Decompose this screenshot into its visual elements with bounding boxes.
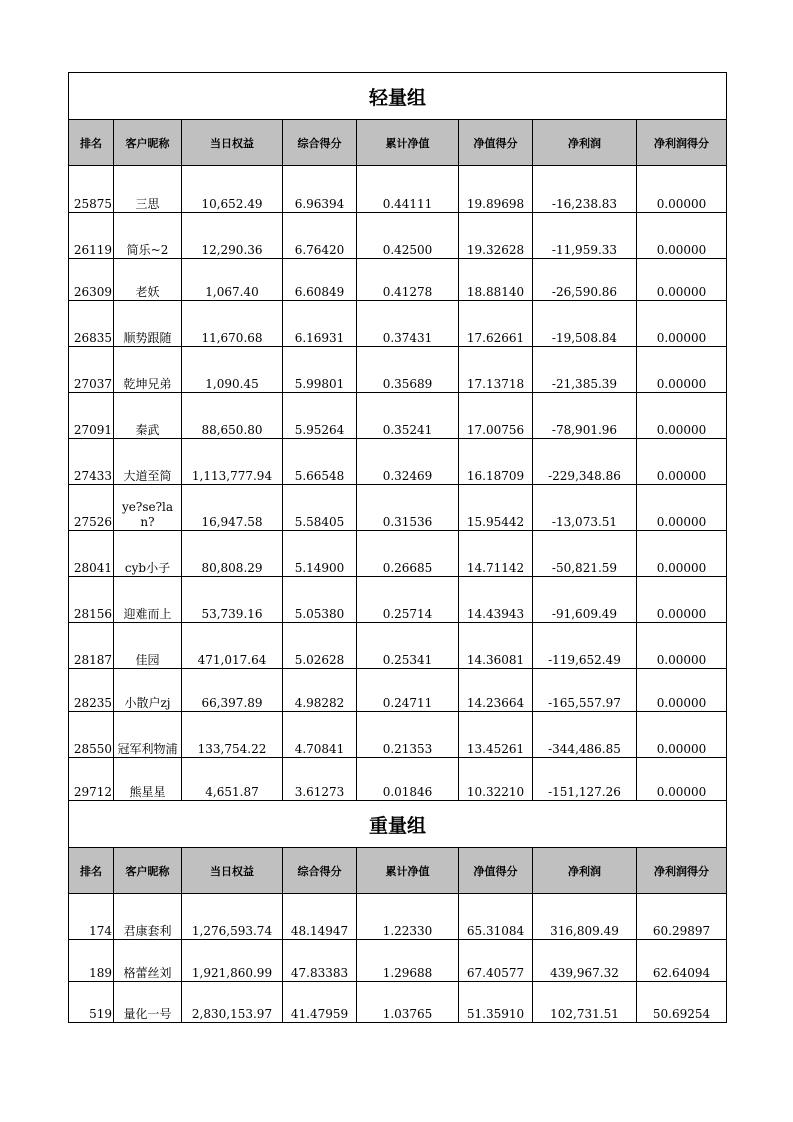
cell-nickname: cyb小子 bbox=[114, 531, 182, 577]
header-net-profit: 净利润 bbox=[533, 120, 637, 166]
cell-equity: 471,017.64 bbox=[182, 623, 283, 669]
cell-equity: 10,652.49 bbox=[182, 166, 283, 213]
cell-nickname: ye?se?la n? bbox=[114, 485, 182, 531]
cell-rank: 174 bbox=[69, 894, 114, 940]
cell-equity: 16,947.58 bbox=[182, 485, 283, 531]
header-net-profit: 净利润 bbox=[533, 848, 637, 894]
cell-nickname: 佳园 bbox=[114, 623, 182, 669]
cell-cum-nav: 0.35241 bbox=[357, 393, 459, 439]
cell-total-score: 5.14900 bbox=[283, 531, 357, 577]
table-row bbox=[69, 347, 727, 393]
table-row bbox=[69, 712, 727, 758]
cell-net-profit: -21,385.39 bbox=[533, 347, 637, 393]
cell-cum-nav: 0.37431 bbox=[357, 301, 459, 347]
cell-total-score: 5.58405 bbox=[283, 485, 357, 531]
cell-cum-nav: 0.32469 bbox=[357, 439, 459, 485]
cell-equity: 1,921,860.99 bbox=[182, 940, 283, 982]
cell-net-profit: -19,508.84 bbox=[533, 301, 637, 347]
cell-cum-nav: 1.29688 bbox=[357, 940, 459, 982]
cell-total-score: 5.95264 bbox=[283, 393, 357, 439]
header-profit-score: 净利润得分 bbox=[637, 120, 727, 166]
cell-nav-score: 67.40577 bbox=[459, 940, 533, 982]
cell-cum-nav: 1.22330 bbox=[357, 894, 459, 940]
cell-rank: 27433 bbox=[69, 439, 114, 485]
cell-total-score: 5.02628 bbox=[283, 623, 357, 669]
cell-net-profit: 316,809.49 bbox=[533, 894, 637, 940]
cell-total-score: 48.14947 bbox=[283, 894, 357, 940]
cell-nav-score: 51.35910 bbox=[459, 982, 533, 1023]
cell-total-score: 6.96394 bbox=[283, 166, 357, 213]
cell-cum-nav: 0.25341 bbox=[357, 623, 459, 669]
cell-nav-score: 17.00756 bbox=[459, 393, 533, 439]
cell-net-profit: -26,590.86 bbox=[533, 259, 637, 301]
cell-nav-score: 14.43943 bbox=[459, 577, 533, 623]
cell-nickname: 三思 bbox=[114, 166, 182, 213]
cell-cum-nav: 0.44111 bbox=[357, 166, 459, 213]
cell-equity: 53,739.16 bbox=[182, 577, 283, 623]
cell-rank: 28041 bbox=[69, 531, 114, 577]
cell-rank: 29712 bbox=[69, 758, 114, 801]
cell-profit-score: 50.69254 bbox=[637, 982, 727, 1023]
light-group-header-row bbox=[69, 120, 727, 166]
cell-net-profit: -151,127.26 bbox=[533, 758, 637, 801]
cell-nickname: 乾坤兄弟 bbox=[114, 347, 182, 393]
cell-nickname: 小散户zj bbox=[114, 669, 182, 712]
header-cum-nav: 累计净值 bbox=[357, 120, 459, 166]
cell-equity: 88,650.80 bbox=[182, 393, 283, 439]
cell-rank: 189 bbox=[69, 940, 114, 982]
cell-equity: 4,651.87 bbox=[182, 758, 283, 801]
table-row bbox=[69, 301, 727, 347]
cell-profit-score: 0.00000 bbox=[637, 393, 727, 439]
cell-equity: 1,090.45 bbox=[182, 347, 283, 393]
cell-rank: 26309 bbox=[69, 259, 114, 301]
cell-nav-score: 65.31084 bbox=[459, 894, 533, 940]
table-row bbox=[69, 166, 727, 213]
cell-nickname: 冠军利物浦 bbox=[114, 712, 182, 758]
light-group-section bbox=[69, 73, 727, 801]
cell-rank: 27526 bbox=[69, 485, 114, 531]
table-row bbox=[69, 393, 727, 439]
cell-total-score: 5.66548 bbox=[283, 439, 357, 485]
cell-net-profit: -11,959.33 bbox=[533, 213, 637, 259]
cell-equity: 1,067.40 bbox=[182, 259, 283, 301]
cell-cum-nav: 0.42500 bbox=[357, 213, 459, 259]
cell-profit-score: 0.00000 bbox=[637, 531, 727, 577]
light-group-title: 轻量组 bbox=[69, 73, 727, 120]
cell-nickname: 格蕾丝刘 bbox=[114, 940, 182, 982]
cell-nickname: 君康套利 bbox=[114, 894, 182, 940]
table-row bbox=[69, 982, 727, 1023]
cell-rank: 28550 bbox=[69, 712, 114, 758]
cell-total-score: 47.83383 bbox=[283, 940, 357, 982]
cell-profit-score: 0.00000 bbox=[637, 347, 727, 393]
cell-nav-score: 13.45261 bbox=[459, 712, 533, 758]
cell-nickname: 简乐~2 bbox=[114, 213, 182, 259]
heavy-group-header-row bbox=[69, 848, 727, 894]
header-cum-nav: 累计净值 bbox=[357, 848, 459, 894]
cell-profit-score: 0.00000 bbox=[637, 758, 727, 801]
table-row bbox=[69, 758, 727, 801]
header-nav-score: 净值得分 bbox=[459, 848, 533, 894]
cell-rank: 27091 bbox=[69, 393, 114, 439]
cell-nav-score: 19.32628 bbox=[459, 213, 533, 259]
cell-cum-nav: 0.26685 bbox=[357, 531, 459, 577]
cell-rank: 28235 bbox=[69, 669, 114, 712]
heavy-group-section bbox=[69, 801, 727, 1023]
ranking-sheet bbox=[68, 72, 726, 1023]
cell-nav-score: 17.62661 bbox=[459, 301, 533, 347]
cell-cum-nav: 0.25714 bbox=[357, 577, 459, 623]
cell-equity: 80,808.29 bbox=[182, 531, 283, 577]
cell-profit-score: 0.00000 bbox=[637, 577, 727, 623]
table-row bbox=[69, 259, 727, 301]
cell-equity: 66,397.89 bbox=[182, 669, 283, 712]
cell-total-score: 4.70841 bbox=[283, 712, 357, 758]
table-row bbox=[69, 577, 727, 623]
cell-cum-nav: 0.01846 bbox=[357, 758, 459, 801]
cell-profit-score: 60.29897 bbox=[637, 894, 727, 940]
cell-nav-score: 14.71142 bbox=[459, 531, 533, 577]
cell-net-profit: -344,486.85 bbox=[533, 712, 637, 758]
cell-profit-score: 0.00000 bbox=[637, 439, 727, 485]
cell-nickname: 量化一号 bbox=[114, 982, 182, 1023]
cell-cum-nav: 0.41278 bbox=[357, 259, 459, 301]
header-nickname: 客户昵称 bbox=[114, 120, 182, 166]
cell-nav-score: 16.18709 bbox=[459, 439, 533, 485]
cell-net-profit: -119,652.49 bbox=[533, 623, 637, 669]
cell-cum-nav: 0.31536 bbox=[357, 485, 459, 531]
cell-profit-score: 0.00000 bbox=[637, 712, 727, 758]
header-nav-score: 净值得分 bbox=[459, 120, 533, 166]
header-rank: 排名 bbox=[69, 848, 114, 894]
cell-net-profit: -165,557.97 bbox=[533, 669, 637, 712]
cell-total-score: 41.47959 bbox=[283, 982, 357, 1023]
cell-nickname: 老妖 bbox=[114, 259, 182, 301]
cell-rank: 26119 bbox=[69, 213, 114, 259]
cell-rank: 28156 bbox=[69, 577, 114, 623]
cell-nickname: 迎难而上 bbox=[114, 577, 182, 623]
cell-nav-score: 10.32210 bbox=[459, 758, 533, 801]
cell-net-profit: -91,609.49 bbox=[533, 577, 637, 623]
header-equity: 当日权益 bbox=[182, 848, 283, 894]
table-row bbox=[69, 623, 727, 669]
cell-cum-nav: 0.21353 bbox=[357, 712, 459, 758]
cell-nav-score: 18.88140 bbox=[459, 259, 533, 301]
cell-equity: 2,830,153.97 bbox=[182, 982, 283, 1023]
cell-equity: 12,290.36 bbox=[182, 213, 283, 259]
header-rank: 排名 bbox=[69, 120, 114, 166]
cell-cum-nav: 1.03765 bbox=[357, 982, 459, 1023]
header-nickname: 客户昵称 bbox=[114, 848, 182, 894]
cell-net-profit: 102,731.51 bbox=[533, 982, 637, 1023]
cell-rank: 25875 bbox=[69, 166, 114, 213]
heavy-group-title: 重量组 bbox=[69, 801, 727, 848]
cell-profit-score: 0.00000 bbox=[637, 213, 727, 259]
cell-net-profit: -229,348.86 bbox=[533, 439, 637, 485]
cell-profit-score: 0.00000 bbox=[637, 166, 727, 213]
table-row bbox=[69, 940, 727, 982]
cell-rank: 28187 bbox=[69, 623, 114, 669]
cell-nav-score: 14.36081 bbox=[459, 623, 533, 669]
table-row bbox=[69, 669, 727, 712]
cell-net-profit: -13,073.51 bbox=[533, 485, 637, 531]
cell-total-score: 6.60849 bbox=[283, 259, 357, 301]
header-total-score: 综合得分 bbox=[283, 848, 357, 894]
cell-net-profit: -16,238.83 bbox=[533, 166, 637, 213]
header-profit-score: 净利润得分 bbox=[637, 848, 727, 894]
cell-equity: 1,113,777.94 bbox=[182, 439, 283, 485]
cell-total-score: 6.76420 bbox=[283, 213, 357, 259]
cell-profit-score: 0.00000 bbox=[637, 623, 727, 669]
cell-equity: 1,276,593.74 bbox=[182, 894, 283, 940]
header-total-score: 综合得分 bbox=[283, 120, 357, 166]
cell-rank: 26835 bbox=[69, 301, 114, 347]
cell-nickname: 熊星星 bbox=[114, 758, 182, 801]
cell-cum-nav: 0.24711 bbox=[357, 669, 459, 712]
cell-total-score: 5.99801 bbox=[283, 347, 357, 393]
cell-nav-score: 15.95442 bbox=[459, 485, 533, 531]
table-row bbox=[69, 894, 727, 940]
cell-nickname: 秦武 bbox=[114, 393, 182, 439]
cell-total-score: 3.61273 bbox=[283, 758, 357, 801]
cell-total-score: 4.98282 bbox=[283, 669, 357, 712]
cell-net-profit: 439,967.32 bbox=[533, 940, 637, 982]
cell-total-score: 5.05380 bbox=[283, 577, 357, 623]
table-row bbox=[69, 439, 727, 485]
cell-net-profit: -50,821.59 bbox=[533, 531, 637, 577]
cell-net-profit: -78,901.96 bbox=[533, 393, 637, 439]
cell-equity: 133,754.22 bbox=[182, 712, 283, 758]
cell-nav-score: 17.13718 bbox=[459, 347, 533, 393]
cell-nav-score: 19.89698 bbox=[459, 166, 533, 213]
cell-profit-score: 0.00000 bbox=[637, 301, 727, 347]
cell-rank: 519 bbox=[69, 982, 114, 1023]
header-equity: 当日权益 bbox=[182, 120, 283, 166]
ranking-table bbox=[68, 72, 727, 1023]
cell-nickname: 大道至简 bbox=[114, 439, 182, 485]
cell-profit-score: 0.00000 bbox=[637, 669, 727, 712]
table-row bbox=[69, 213, 727, 259]
cell-nickname: 顺势跟随 bbox=[114, 301, 182, 347]
cell-cum-nav: 0.35689 bbox=[357, 347, 459, 393]
cell-profit-score: 62.64094 bbox=[637, 940, 727, 982]
cell-profit-score: 0.00000 bbox=[637, 259, 727, 301]
cell-rank: 27037 bbox=[69, 347, 114, 393]
cell-equity: 11,670.68 bbox=[182, 301, 283, 347]
table-row bbox=[69, 485, 727, 531]
cell-nav-score: 14.23664 bbox=[459, 669, 533, 712]
cell-profit-score: 0.00000 bbox=[637, 485, 727, 531]
cell-total-score: 6.16931 bbox=[283, 301, 357, 347]
table-row bbox=[69, 531, 727, 577]
